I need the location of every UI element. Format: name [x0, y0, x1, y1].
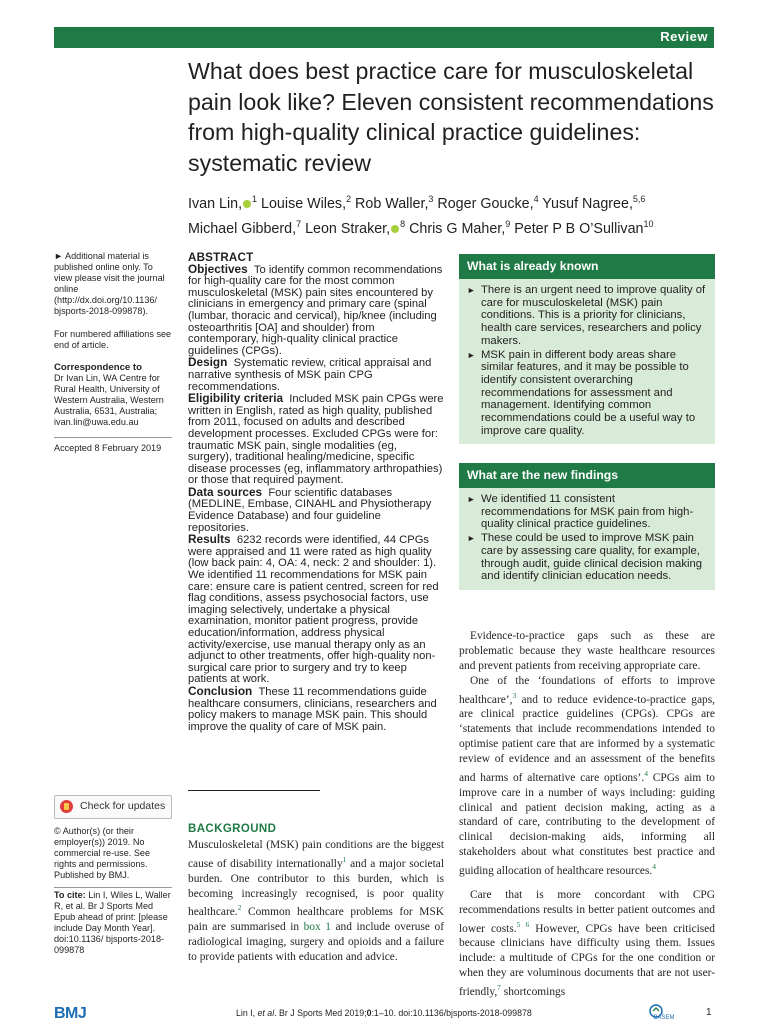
background-paragraph — [188, 838, 444, 965]
citation-ref[interactable]: 7 — [497, 983, 501, 993]
abstract-section-text: 6232 records were identified, 44 CPGs were appraised and 11 were rated as high quality (low back pain: 4, OA: 4, neck: 2 and shoulder: 1). We identified 11 recommendations for MSK pain care: ensure care is patient centred, screen for red flag conditions, assess psychosocial factors, use imaging selectively, undertake a physical examination, monitor patient progress, provide education/information, address physical activity/exercise, use manual therapy only as an adjunct to other treatments, offer high-quality non-surgical care prior to surgery and try to keep patients at work. — [188, 534, 439, 686]
author-list — [188, 189, 728, 239]
affiliation-ref: 8 — [400, 218, 406, 229]
author-name: Louise Wiles, — [257, 195, 347, 212]
already-known-list — [459, 279, 715, 444]
abstract-sections — [188, 261, 444, 734]
background-text-run: Common healthcare problems for MSK pain are summarised in — [188, 906, 444, 934]
correspondence-body: Dr Ivan Lin, WA Centre for Rural Health, University of Western Australia, Western Australia, 6531, Australia; ivan.lin@uwa.edu.au — [54, 372, 164, 428]
right-column-text — [459, 629, 715, 1000]
body-text-run: CPGs aim to improve care in a number of ways including: guiding clinical and patient decision making, acting as a standard of care, contributing to the development of clinical decision-making aids, informing all stakeholders about what constitutes best practice and guiding allocation of healthcare resources. — [459, 771, 715, 877]
abstract-section-label: Conclusion — [188, 683, 253, 698]
footer-citation — [236, 1008, 532, 1018]
abstract-section — [188, 484, 444, 534]
abstract-section-text: Systematic review, critical appraisal and narrative synthesis of MSK pain CPG recommendations. — [188, 357, 432, 393]
citation-ref[interactable]: 1 — [342, 854, 347, 864]
citation-ref[interactable]: 3 — [512, 690, 517, 700]
affiliation-ref: 5,6 — [632, 194, 646, 204]
basem-badge-icon — [648, 1003, 680, 1021]
orcid-icon[interactable] — [391, 225, 399, 233]
accepted-date: Accepted 8 February 2019 — [54, 443, 162, 453]
abstract-section-text: These 11 recommendations guide healthcare consumers, clinicians, researchers and policy makers to manage MSK pain. This should improve the quality of care of MSK pain. — [188, 685, 437, 733]
affiliation-ref: 3 — [428, 194, 434, 204]
sidebar-divider — [54, 437, 172, 438]
background-text — [188, 838, 444, 965]
author-line-1 — [188, 189, 728, 214]
citation-ref[interactable]: 4 — [644, 768, 648, 778]
affiliation-ref: 10 — [643, 218, 654, 229]
footer-citation-run: Lin I, — [236, 1008, 258, 1018]
cite-divider — [54, 887, 172, 888]
abstract-section — [188, 393, 444, 487]
new-findings-heading: What are the new findings — [459, 463, 715, 488]
background-text-run: Musculoskeletal (MSK) pain conditions are the biggest cause of disability internationally — [188, 839, 444, 870]
abstract-section-text: Included MSK pain CPGs were written in English, rated as high quality, published from 2011, focused on adults and described development processes. Excluded CPGs were for: traumatic MSK pain, single modalities (eg, surgery), traditional healing/medicine, specific disease processes (eg, inflammatory arthropathies) or those that required payment. — [188, 393, 444, 487]
crossmark-icon — [60, 800, 73, 813]
already-known-box — [459, 254, 715, 444]
abstract-section — [188, 357, 444, 393]
background-text-run: and a major societal burden. One contributor to this burden, which is becoming increasingly recognised, is poor quality healthcare. — [188, 857, 444, 919]
author-name: Yusuf Nagree, — [538, 195, 633, 212]
abstract-section — [188, 261, 444, 358]
bullet-item: ► We identified 11 consistent recommendations for MSK pain from high-quality clinical practice guidelines. — [467, 493, 707, 531]
check-for-updates-label: Check for updates — [80, 800, 166, 812]
footer-citation-etal: et al — [257, 1008, 275, 1018]
footer-citation-run: . Br J Sports Med 2019; — [274, 1008, 367, 1018]
section-label: Review — [660, 29, 708, 44]
author-name: Ivan Lin, — [188, 195, 243, 212]
author-name: Michael Gibberd, — [188, 220, 297, 237]
affiliation-ref: 4 — [533, 194, 539, 204]
abstract-section — [188, 683, 444, 733]
body-text-run: However, CPGs have been criticised because clinicians have difficulty using them. Issues include: a multitude of CPGs for the one condition or when they are voluminous documents that are not user-friendly, — [459, 922, 715, 998]
author-name: Leon Straker, — [301, 220, 391, 237]
additional-material-note: ► Additional material is published online only. To view please visit the journal online (http://dx.doi.org/10.1136/ bjsports-2018-099878). — [54, 251, 165, 317]
abstract-section-label: Eligibility criteria — [188, 391, 284, 406]
author-name: Rob Waller, — [351, 195, 429, 212]
abstract-section-label: Results — [188, 532, 231, 547]
new-findings-box — [459, 463, 715, 590]
citation-ref[interactable]: 2 — [237, 903, 242, 913]
bullet-item: ► These could be used to improve MSK pain care by assessing care quality, for example, through audit, guide clinical decision making and identify clinician education needs. — [467, 532, 707, 583]
cite-heading: To cite: — [54, 890, 86, 900]
abstract-section-label: Data sources — [188, 484, 263, 499]
orcid-icon[interactable] — [243, 200, 251, 208]
abstract — [188, 252, 444, 733]
abstract-end-rule — [188, 790, 320, 791]
body-paragraph — [459, 674, 715, 879]
copyright-note: © Author(s) (or their employer(s)) 2019. No commercial re-use. See rights and permissions. Published by BMJ. — [54, 826, 151, 881]
body-paragraph — [459, 888, 715, 1000]
abstract-section-label: Objectives — [188, 261, 248, 276]
body-paragraph: Evidence-to-practice gaps such as these are problematic because they waste healthcare resources and prevent patients from receiving appropriate care. — [459, 630, 715, 672]
affiliation-ref: 1 — [252, 194, 258, 204]
author-line-2 — [188, 214, 728, 239]
background-text-run: and include overuse of radiological imaging, surgery and opioids and a failure to provide patients with education and advice. — [188, 921, 444, 963]
affiliation-ref: 7 — [296, 218, 302, 229]
citation-ref[interactable]: 5 6 — [516, 919, 530, 929]
footer-citation-volume: 0 — [366, 1008, 372, 1018]
abstract-section — [188, 534, 444, 686]
author-name: Roger Goucke, — [433, 195, 534, 212]
abstract-section-label: Design — [188, 355, 228, 370]
abstract-section-text: To identify common recommendations for high-quality care for the most common musculoskeletal (MSK) pain sites encountered by clinicians in emergency and primary care (spinal (lumbar, thoracic and cervical), hip/knee (including osteoarthritis [OA] and shoulder) from contemporary, high-quality clinical practice guidelines (CPGs). — [188, 263, 443, 357]
new-findings-list — [459, 488, 715, 590]
cite-block — [54, 890, 171, 957]
abstract-section-text: Four scientific databases (MEDLINE, Embase, CINAHL and Physiotherapy Evidence Database) and four guideline repositories. — [188, 486, 432, 534]
citation-ref[interactable]: 4 — [652, 862, 656, 872]
footer-citation-run: :1–10. doi:10.1136/bjsports-2018-099878 — [371, 1008, 532, 1018]
affiliation-ref: 2 — [346, 194, 352, 204]
page-number: 1 — [706, 1007, 712, 1018]
bmj-logo: BMJ — [54, 1005, 87, 1022]
body-text-run: shortcomings — [500, 985, 566, 998]
cite-body: Lin I, Wiles L, Waller R, et al. Br J Sports Med Epub ahead of print: [please include Day Month Year]. doi:10.1136/ bjsports-2018-099878 — [54, 890, 171, 956]
author-name: Peter P B O’Sullivan — [510, 220, 644, 237]
correspondence-heading: Correspondence to — [54, 361, 142, 373]
bullet-item: ► There is an urgent need to improve quality of care for musculoskeletal (MSK) pain conditions. This is a priority for clinicians, health care services, researchers and policy makers. — [467, 284, 707, 348]
abstract-heading: ABSTRACT — [188, 251, 254, 264]
body-text-run: Care that is more concordant with CPG recommendations results in better patient outcomes and lower costs. — [459, 888, 715, 935]
affiliations-note: For numbered affiliations see end of article. — [54, 328, 172, 350]
body-text-run: One of the ‘foundations of efforts to improve healthcare’, — [459, 674, 715, 706]
box-1-link[interactable]: box 1 — [303, 921, 331, 934]
author-name: Chris G Maher, — [405, 220, 506, 237]
check-for-updates-button[interactable] — [54, 795, 172, 819]
background-heading: BACKGROUND — [188, 823, 277, 835]
article-title: What does best practice care for musculoskeletal pain look like? Eleven consistent recommendations from high-quality clinical practice guidelines: systematic review — [188, 58, 714, 176]
bullet-item: ► MSK pain in different body areas share similar features, and it may be possible to identify consistent overarching recommendations for assessment and management. Identifying common recommendations could be a useful way to improve care quality. — [467, 349, 707, 438]
affiliation-ref: 9 — [505, 218, 511, 229]
section-banner — [54, 27, 714, 48]
already-known-heading: What is already known — [459, 254, 715, 279]
body-text-run: and to reduce evidence-to-practice gaps, are clinical practice guidelines (CPGs). CPGs are ‘statements that include recommendations intended to optimise patient care that are informed by a systematic review of evidence and an assessment of the benefits and harms of alternative care options’. — [459, 693, 715, 784]
badge-text: BASEM — [653, 1015, 675, 1021]
sidebar-notes — [54, 251, 172, 439]
